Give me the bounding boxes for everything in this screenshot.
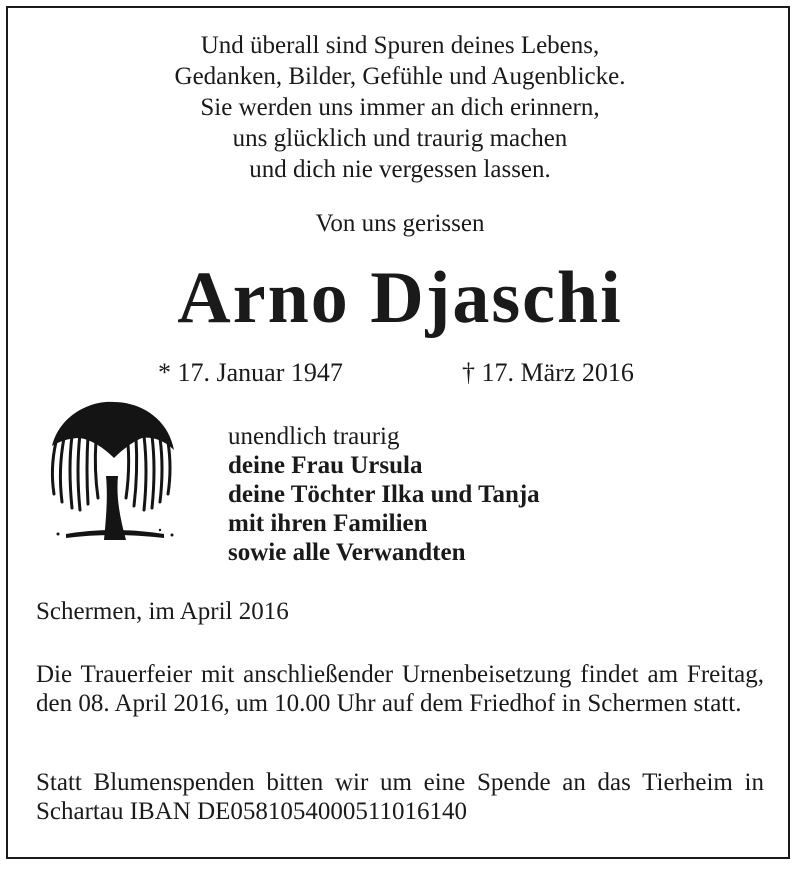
mourner-line: deine Frau Ursula — [228, 452, 423, 479]
place-and-date: Schermen, im April 2016 — [36, 598, 289, 625]
birth-date: * 17. Januar 1947 — [158, 358, 343, 387]
memorial-poem — [0, 30, 800, 185]
mourners-block — [228, 422, 540, 567]
donation-notice: Statt Blumenspenden bitten wir um eine Spende an das Tierheim in Schartau IBAN DE05810540005110161​40 — [36, 769, 764, 825]
weeping-willow-icon — [42, 398, 182, 540]
deceased-name: Arno Djaschi — [177, 257, 623, 339]
mourners-intro: unendlich traurig — [228, 423, 400, 450]
intro-text: Von uns gerissen — [315, 210, 485, 237]
poem-line: Gedanken, Bilder, Gefühle und Augenblicke. — [174, 63, 626, 90]
funeral-notice: Die Trauerfeier mit anschließender Urnenbeisetzung findet am Freitag, den 08. April 2016, um 10.00 Uhr auf dem Friedhof in Schermen statt. — [36, 661, 764, 717]
mourner-line: deine Töchter Ilka und Tanja — [228, 481, 540, 508]
mourner-line: mit ihren Familien — [228, 510, 428, 537]
poem-line: und dich nie vergessen lassen. — [249, 156, 551, 183]
poem-line: Und überall sind Spuren deines Lebens, — [200, 32, 600, 59]
poem-line: uns glücklich und traurig machen — [232, 125, 568, 152]
mourner-line: sowie alle Verwandten — [228, 539, 466, 566]
poem-line: Sie werden uns immer an dich erinnern, — [200, 94, 600, 121]
death-date: † 17. März 2016 — [462, 358, 634, 387]
